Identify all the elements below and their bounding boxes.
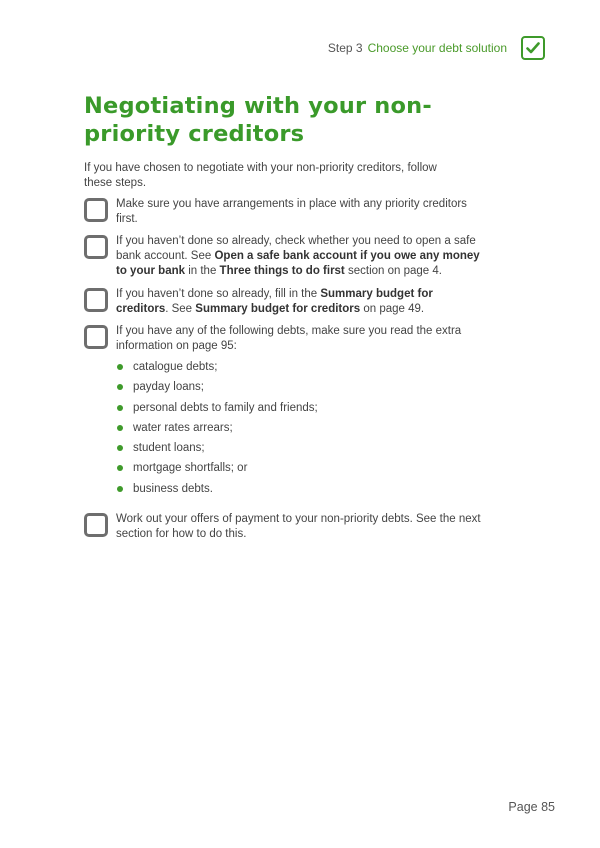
- list-item: catalogue debts;: [116, 360, 484, 380]
- bullet-icon: [117, 364, 123, 370]
- bullet-icon: [117, 486, 123, 492]
- list-item: business debts.: [116, 482, 484, 502]
- checklist-item-text: If you haven’t done so already, fill in the Summary budget for creditors. See Summary budget for creditors on page 49.: [116, 288, 433, 315]
- page-number: Page 85: [508, 800, 555, 814]
- list-item: payday loans;: [116, 380, 484, 400]
- list-item: personal debts to family and friends;: [116, 401, 484, 421]
- step-label: Step 3: [327, 41, 363, 55]
- section-label: Choose your debt solution: [367, 41, 507, 55]
- checklist-item: [84, 512, 484, 542]
- checklist-item: [84, 234, 484, 279]
- checkbox[interactable]: [84, 198, 108, 222]
- checklist-item: [84, 324, 484, 502]
- checklist-item-text: Work out your offers of payment to your non-priority debts. See the next section for how to do this.: [116, 513, 481, 540]
- debt-list: [116, 360, 484, 502]
- list-item: mortgage shortfalls; or: [116, 461, 484, 481]
- bullet-icon: [117, 445, 123, 451]
- bullet-icon: [117, 425, 123, 431]
- page-title: Negotiating with your non-priority creditors: [84, 93, 432, 147]
- checklist-item-text: Make sure you have arrangements in place with any priority creditors first.: [116, 198, 467, 225]
- bullet-icon: [117, 405, 123, 411]
- page-header: [328, 36, 545, 60]
- checkbox[interactable]: [84, 513, 108, 537]
- bullet-icon: [117, 384, 123, 390]
- checkbox[interactable]: [84, 325, 108, 349]
- intro-text: If you have chosen to negotiate with your non-priority creditors, follow these steps.: [84, 162, 437, 189]
- list-item: water rates arrears;: [116, 421, 484, 441]
- checklist-item-text: If you haven’t done so already, check whether you need to open a safe bank account. See Open a safe bank account if you owe any money to your bank in the Three things to do first section on page 4.: [116, 235, 480, 277]
- checklist-item-text: If you have any of the following debts, make sure you read the extra information on page 95:: [116, 325, 462, 352]
- bullet-icon: [117, 465, 123, 471]
- checkbox[interactable]: [84, 288, 108, 312]
- checkbox[interactable]: [84, 235, 108, 259]
- checkbox-checked-icon: [521, 36, 545, 60]
- list-item: student loans;: [116, 441, 484, 461]
- checklist-item: [84, 287, 484, 317]
- checklist-item: [84, 197, 484, 227]
